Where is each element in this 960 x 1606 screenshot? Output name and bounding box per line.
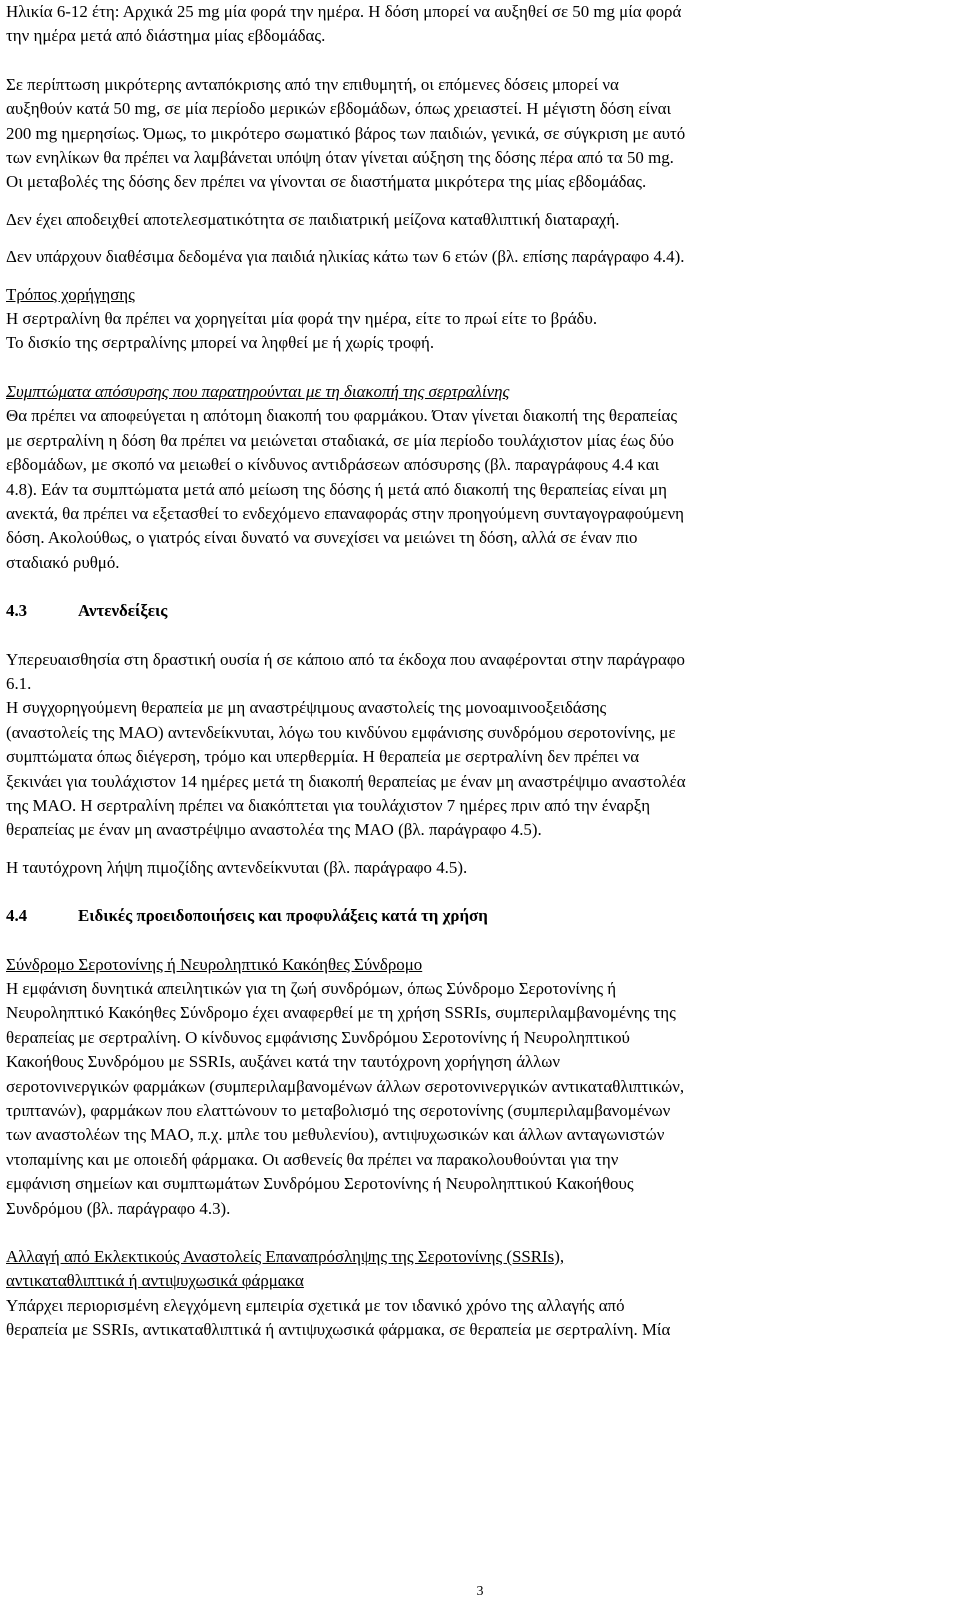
section-number: 4.4 [6, 906, 28, 926]
no-efficacy-note: Δεν έχει αποδειχθεί αποτελεσματικότητα σε παιδιατρική μείζονα καταθλιπτική διαταραχή. [6, 209, 620, 229]
text-line: θεραπείας με σερτραλίνη. Ο κίνδυνος εμφάνισης Συνδρόμου Σεροτονίνης ή Νευροληπτικού [6, 1027, 630, 1047]
text-line: ντοπαμίνης και με οποιεδή φάρμακα. Οι ασθενείς θα πρέπει να παρακολουθούνται για την [6, 1149, 619, 1169]
text-line: των αναστολέων της MAO, π.χ. μπλε του μεθυλενίου), αντιψυχωσικών και άλλων ανταγωνιστών [6, 1125, 665, 1145]
text-line: Κακοήθους Συνδρόμου με SSRIs, αυξάνει κατά την ταυτόχρονη χορήγηση άλλων [6, 1052, 561, 1072]
text-line: Σε περίπτωση μικρότερης ανταπόκρισης από την επιθυμητή, οι επόμενες δόσεις μπορεί να [6, 74, 619, 94]
text-line: Οι μεταβολές της δόσης δεν πρέπει να γίνονται σε διαστήματα μικρότερα της μίας εβδομάδας. [6, 172, 647, 192]
ssri-switch-title-line: Αλλαγή από Εκλεκτικούς Αναστολείς Επαναπρόσληψης της Σεροτονίνης (SSRIs), [6, 1247, 565, 1267]
text-line: σταδιακό ρυθμό. [6, 552, 120, 572]
withdrawal-section [6, 380, 956, 575]
section-heading-4-3 [6, 599, 956, 623]
text-line: εμφάνιση σημείων και συμπτωμάτων Συνδρόμου Σεροτονίνης ή Νευροληπτικού Κακοήθους [6, 1174, 634, 1194]
text-line: συμπτώματα όπως διέγερση, τρόμο και υπερθερμία. Η θεραπεία με σερτραλίνη δεν πρέπει να [6, 747, 640, 767]
administration-title: Τρόπος χορήγησης [6, 284, 135, 304]
text-line: Θα πρέπει να αποφεύγεται η απότομη διακοπή του φαρμάκου. Όταν γίνεται διακοπή της θεραπείας [6, 406, 678, 426]
section-title: Αντενδείξεις [78, 601, 168, 621]
section-number: 4.3 [6, 601, 28, 621]
text-line: σεροτονινεργικών φαρμάκων (συμπεριλαμβανομένων άλλων σεροτονινεργικών αντικαταθλιπτικών, [6, 1076, 685, 1096]
text-line: Υπάρχει περιορισμένη ελεγχόμενη εμπειρία σχετικά με τον ιδανικό χρόνο της αλλαγής από [6, 1295, 625, 1315]
text-line: Νευροληπτικό Κακόηθες Σύνδρομο έχει αναφερθεί με τη χρήση SSRIs, συμπεριλαμβανομένης της [6, 1003, 676, 1023]
section-title: Ειδικές προειδοποιήσεις και προφυλάξεις κατά τη χρήση [78, 906, 488, 926]
page-number: 3 [476, 1584, 484, 1599]
text-line: Η εμφάνιση δυνητικά απειλητικών για τη ζωή συνδρόμων, όπως Σύνδρομο Σεροτονίνης ή [6, 979, 617, 998]
text-line: Η σερτραλίνη θα πρέπει να χορηγείται μία φορά την ημέρα, είτε το πρωί είτε το βράδυ. [6, 309, 598, 329]
text-line: (αναστολείς της MAO) αντενδείκνυται, λόγω του κινδύνου εμφάνισης συνδρόμου σεροτονίνης, με [6, 722, 676, 742]
section-heading-4-4 [6, 904, 956, 928]
dosing-line-1: Ηλικία 6-12 έτη: Αρχικά 25 mg μία φορά την ημέρα. Η δόση μπορεί να αυξηθεί σε 50 mg μία φορά [6, 2, 682, 21]
contraindications-paragraph [6, 648, 956, 843]
ssri-switch-title-line: αντικαταθλιπτικά ή αντιψυχωσικά φάρμακα [6, 1271, 304, 1291]
no-data-note: Δεν υπάρχουν διαθέσιμα δεδομένα για παιδιά ηλικίας κάτω των 6 ετών (βλ. επίσης παράγραφο 4.4). [6, 247, 685, 267]
text-line: με σερτραλίνη η δόση θα πρέπει να μειώνεται σταδιακά, σε μία περίοδο τουλάχιστον μίας έως δύο [6, 430, 674, 450]
text-line: Συνδρόμου (βλ. παράγραφο 4.3). [6, 1198, 231, 1218]
text-line: δόση. Ακολούθως, ο γιατρός είναι δυνατό να συνεχίσει να μειώνει τη δόση, αλλά σε έναν πιο [6, 528, 638, 548]
text-line: αυξηθούν κατά 50 mg, σε μία περίοδο μερικών εβδομάδων, όπως χρειαστεί. Η μέγιστη δόση είναι [6, 99, 672, 119]
serotonin-syndrome-section [6, 953, 956, 1221]
text-line: θεραπείας με έναν μη αναστρέψιμο αναστολέα της MAO (βλ. παράγραφο 4.5). [6, 820, 542, 840]
text-line: ξεκινάει για τουλάχιστον 14 ημέρες μετά τη διακοπή θεραπείας με έναν μη αναστρέψιμο αναστολέα [6, 771, 686, 791]
document-page [6, 0, 956, 1343]
dose-adjustment-paragraph [6, 73, 956, 195]
text-line: 4.8). Εάν τα συμπτώματα μετά από μείωση της δόσης ή μετά από διακοπή της θεραπείας είναι μη [6, 479, 667, 499]
text-line: θεραπεία με SSRIs, αντικαταθλιπτικά ή αντιψυχωσικά φάρμακα, σε θεραπεία με σερτραλίνη. Μία [6, 1320, 671, 1340]
text-line: Η συγχορηγούμενη θεραπεία με μη αναστρέψιμους αναστολείς της μονοαμινοοξειδάσης [6, 698, 607, 718]
text-line: ανεκτά, θα πρέπει να εξετασθεί το ενδεχόμενο επαναφοράς στην προηγούμενη συνταγογραφούμενη [6, 503, 684, 523]
text-line: της MAO. Η σερτραλίνη πρέπει να διακόπτεται για τουλάχιστον 7 ημέρες πριν από την έναρξη [6, 795, 651, 815]
text-line: 200 mg ημερησίως. Όμως, το μικρότερο σωματικό βάρος των παιδιών, γενικά, σε σύγκριση με αυτό [6, 123, 686, 143]
text-line: τριπτανών), φαρμάκων που ελαττώνουν το μεταβολισμό της σεροτονίνης (συμπεριλαμβανομένων [6, 1101, 671, 1121]
pimozide-note: Η ταυτόχρονη λήψη πιμοζίδης αντενδείκνυται (βλ. παράγραφο 4.5). [6, 857, 468, 877]
withdrawal-title: Συμπτώματα απόσυρσης που παρατηρούνται με τη διακοπή της σερτραλίνης [6, 381, 510, 401]
text-line: εβδομάδων, με σκοπό να μειωθεί ο κίνδυνος αντιδράσεων απόσυρσης (βλ. παραγράφους 4.4 και [6, 455, 660, 475]
text-line: Το δισκίο της σερτραλίνης μπορεί να ληφθεί με ή χωρίς τροφή. [6, 333, 435, 353]
text-line: Υπερευαισθησία στη δραστική ουσία ή σε κάποιο από τα έκδοχα που αναφέρονται στην παράγραφο [6, 649, 686, 669]
text-line: των ενηλίκων θα πρέπει να λαμβάνεται υπόψη όταν γίνεται αύξηση της δόσης πέρα από τα 50 mg. [6, 148, 674, 168]
serotonin-syndrome-title: Σύνδρομο Σεροτονίνης ή Νευροληπτικό Κακόηθες Σύνδρομο [6, 954, 423, 974]
dosing-line-2: την ημέρα μετά από διάστημα μίας εβδομάδας. [6, 26, 326, 46]
administration-section [6, 283, 956, 356]
text-line: 6.1. [6, 673, 32, 693]
ssri-switch-section [6, 1245, 956, 1343]
